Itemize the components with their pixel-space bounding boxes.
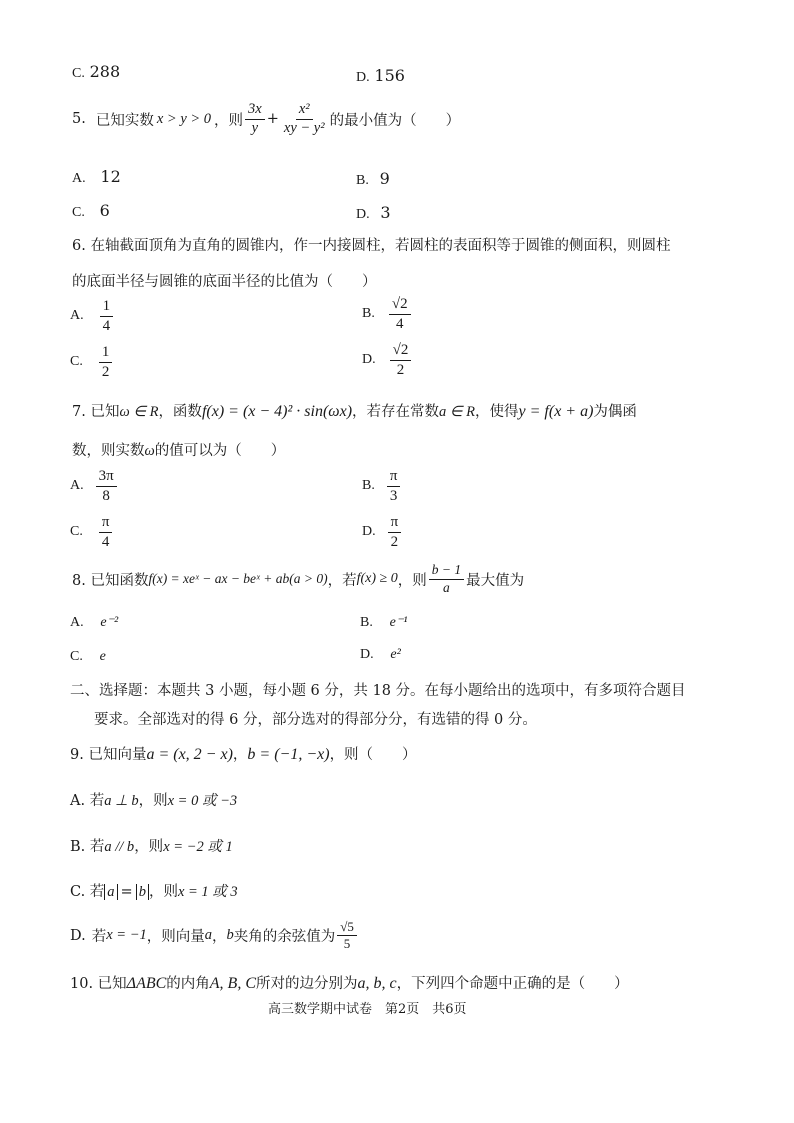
denominator: 2 [396, 361, 405, 378]
denominator: 4 [102, 317, 111, 334]
q10-pre: 10. 已知 [70, 976, 127, 992]
q8-pre: 8. 已知函数 [72, 572, 149, 589]
numerator: π [99, 514, 113, 533]
section2-instructions-line2: 要求。全部选对的得 6 分，部分选对的得部分分，有选错的得 0 分。 [94, 712, 537, 728]
fraction [388, 514, 402, 550]
abs-vector-b: b [136, 884, 149, 900]
denominator: 4 [395, 315, 404, 332]
q9-option-c [70, 880, 238, 901]
numerator: √2 [390, 342, 412, 361]
denominator: y [251, 119, 259, 136]
q7-line2-post: 的值可以为（ ） [154, 443, 286, 459]
option-relation: a ⊥ b [104, 793, 139, 809]
q7-option-a [70, 468, 119, 504]
option-label: C. [72, 205, 85, 220]
q5-prefix: 已知实数 [95, 112, 154, 129]
q9-option-b [70, 835, 233, 856]
denominator: 3 [389, 487, 398, 504]
option-result: x = −2 或 1 [163, 839, 233, 855]
q7-stem-line2 [72, 439, 285, 460]
option-label: C. [72, 66, 85, 81]
vector-b: b [226, 927, 234, 944]
q5-option-c [72, 201, 110, 221]
equals-sign: = [120, 884, 133, 900]
q8-post: 最大值为 [466, 572, 525, 589]
section2-instructions-line1: 二、选择题：本题共 3 小题，每小题 6 分，共 18 分。在每小题给出的选项中，有多项符合题目 [70, 683, 686, 699]
q9-option-a [70, 789, 237, 810]
option-condition: x = −1 [106, 927, 147, 944]
q10-triangle: ΔABC [126, 975, 167, 992]
numerator: 1 [99, 344, 113, 363]
option-text: e⁻¹ [389, 615, 408, 630]
q7-number: 7. 已知 [72, 404, 120, 420]
numerator: b − 1 [429, 563, 464, 580]
option-label: B. [362, 306, 375, 321]
q8-then: ，则 [397, 572, 427, 589]
numerator: 1 [100, 298, 114, 317]
option-label: C. [70, 524, 83, 539]
option-label: A. [72, 171, 86, 186]
option-pre: 若 [89, 839, 105, 855]
q7-mid2: ，若存在常数 [352, 404, 440, 420]
denominator: xy − y² [283, 119, 325, 136]
q7-option-b [362, 468, 402, 504]
fraction [99, 344, 113, 380]
numerator: √5 [337, 920, 357, 936]
option-pre: 若 [89, 884, 105, 900]
option-label: D. [362, 352, 376, 367]
q9-vector-a: a = (x, 2 − x) [146, 746, 233, 763]
option-text: e [99, 649, 106, 664]
option-label: D. [362, 524, 376, 539]
denominator: 2 [101, 363, 110, 380]
fraction [245, 102, 265, 137]
denominator: 2 [390, 533, 399, 550]
q8-function: f(x) = xeˣ − ax − beˣ + ab(a > 0) [148, 571, 328, 587]
q5-stem [72, 102, 460, 137]
numerator: √2 [389, 296, 411, 315]
option-post: ，则 [134, 839, 164, 855]
q6-option-b [362, 296, 413, 332]
q8-stem [72, 563, 524, 596]
option-label: A. [70, 793, 86, 809]
q7-mid1: ，函数 [158, 404, 202, 420]
q9-sep: ， [232, 747, 248, 763]
option-text: 12 [100, 167, 121, 186]
fraction [99, 514, 113, 550]
option-text: 156 [374, 66, 405, 85]
page-footer: 高三数学期中试卷 第2页 共6页 [268, 1002, 467, 1017]
q8-option-b [360, 612, 407, 631]
fraction [337, 920, 357, 952]
q10-post: ，下列四个命题中正确的是（ ） [396, 976, 629, 992]
option-text: 6 [99, 201, 110, 220]
numerator: π [387, 468, 401, 487]
option-label: C. [70, 649, 83, 664]
q9-pre: 9. 已知向量 [70, 747, 147, 763]
q9-post: ，则（ ） [329, 747, 417, 763]
option-text: e⁻² [100, 615, 119, 630]
fraction [387, 468, 401, 504]
q9-vector-b: b = (−1, −x) [247, 746, 330, 763]
q9-option-d [70, 920, 359, 952]
option-pre: 若 [89, 793, 105, 809]
abs-vector-a: a [104, 884, 117, 900]
fraction [96, 468, 117, 504]
q10-mid2: 所对的边分别为 [256, 976, 358, 992]
option-label: D. [70, 927, 86, 944]
q7-option-c [70, 514, 114, 550]
q8-condition: f(x) ≥ 0 [356, 571, 398, 587]
q7-end: 为偶函 [593, 404, 637, 420]
q6-stem-line2: 的底面半径与圆锥的底面半径的比值为（ ） [72, 274, 377, 290]
option-label: A. [70, 615, 84, 630]
q7-cond2: a ∈ R [439, 404, 476, 420]
q5-option-d [356, 203, 391, 223]
q10-stem [70, 972, 629, 993]
option-mid: ，则向量 [146, 929, 205, 946]
q8-option-c [70, 646, 106, 665]
q7-line2-pre: 数，则实数 [72, 443, 145, 459]
q6-option-d [362, 342, 413, 378]
denominator: 8 [102, 487, 110, 504]
q7-cond1: ω ∈ R [119, 404, 159, 420]
option-label: B. [360, 615, 373, 630]
q5-option-b [356, 169, 390, 189]
option-text: 3 [380, 203, 391, 222]
q6-option-a [70, 298, 115, 334]
fraction [281, 102, 328, 137]
option-post: ，则 [138, 793, 168, 809]
option-result: x = 0 或 −3 [167, 793, 238, 809]
option-comma: ， [211, 929, 227, 946]
q10-mid1: 的内角 [166, 976, 210, 992]
numerator: π [388, 514, 402, 533]
option-label: D. [356, 70, 370, 85]
option-text: 9 [379, 169, 390, 188]
option-label: B. [70, 839, 86, 855]
option-pre: 若 [91, 929, 107, 946]
question-number: 5. [72, 111, 86, 128]
q9-stem [70, 743, 417, 764]
option-post: 夹角的余弦值为 [233, 929, 336, 946]
numerator: x² [296, 102, 313, 120]
q8-option-d [360, 644, 401, 663]
q7-function2: y = f(x + a) [518, 403, 594, 420]
q8-mid: ，若 [327, 572, 357, 589]
q5-suffix: 的最小值为（ ） [329, 112, 461, 129]
q5-condition: x > y > 0 [156, 110, 212, 127]
q7-stem-line1 [72, 400, 637, 421]
option-result: x = 1 或 3 [177, 884, 238, 900]
numerator: 3x [245, 102, 265, 120]
numerator: 3π [96, 468, 117, 487]
q5-then: ，则 [214, 112, 244, 129]
option-text: 288 [89, 62, 121, 81]
q5-option-a [72, 167, 121, 187]
fraction [390, 342, 412, 378]
denominator: 4 [101, 533, 110, 550]
q7-function: f(x) = (x − 4)² · sin(ωx) [201, 403, 353, 420]
q4-option-d [356, 66, 405, 86]
q7-omega: ω [144, 443, 155, 459]
q7-option-d [362, 514, 403, 550]
plus-sign: + [266, 111, 279, 128]
denominator: a [443, 579, 450, 595]
option-label: B. [356, 173, 369, 188]
q4-option-c [72, 62, 120, 82]
q8-option-a [70, 612, 118, 631]
q10-sides: a, b, c [357, 975, 397, 992]
q6-option-c [70, 344, 114, 380]
option-label: A. [70, 308, 84, 323]
option-label: C. [70, 354, 83, 369]
denominator: 5 [343, 936, 351, 952]
vector-a: a [204, 927, 212, 944]
option-text: e² [390, 647, 401, 662]
q7-mid3: ，使得 [475, 404, 519, 420]
fraction [100, 298, 114, 334]
option-relation: a // b [104, 839, 135, 855]
option-label: D. [356, 207, 370, 222]
option-label: A. [70, 478, 84, 493]
fraction [389, 296, 411, 332]
option-label: C. [70, 884, 86, 900]
q10-angles: A, B, C [209, 975, 256, 992]
q6-stem-line1: 6. 在轴截面顶角为直角的圆锥内，作一内接圆柱，若圆柱的表面积等于圆锥的侧面积，则圆柱 [72, 238, 671, 254]
fraction [429, 563, 464, 596]
option-post: ，则 [148, 884, 178, 900]
option-label: B. [362, 478, 375, 493]
option-label: D. [360, 647, 374, 662]
